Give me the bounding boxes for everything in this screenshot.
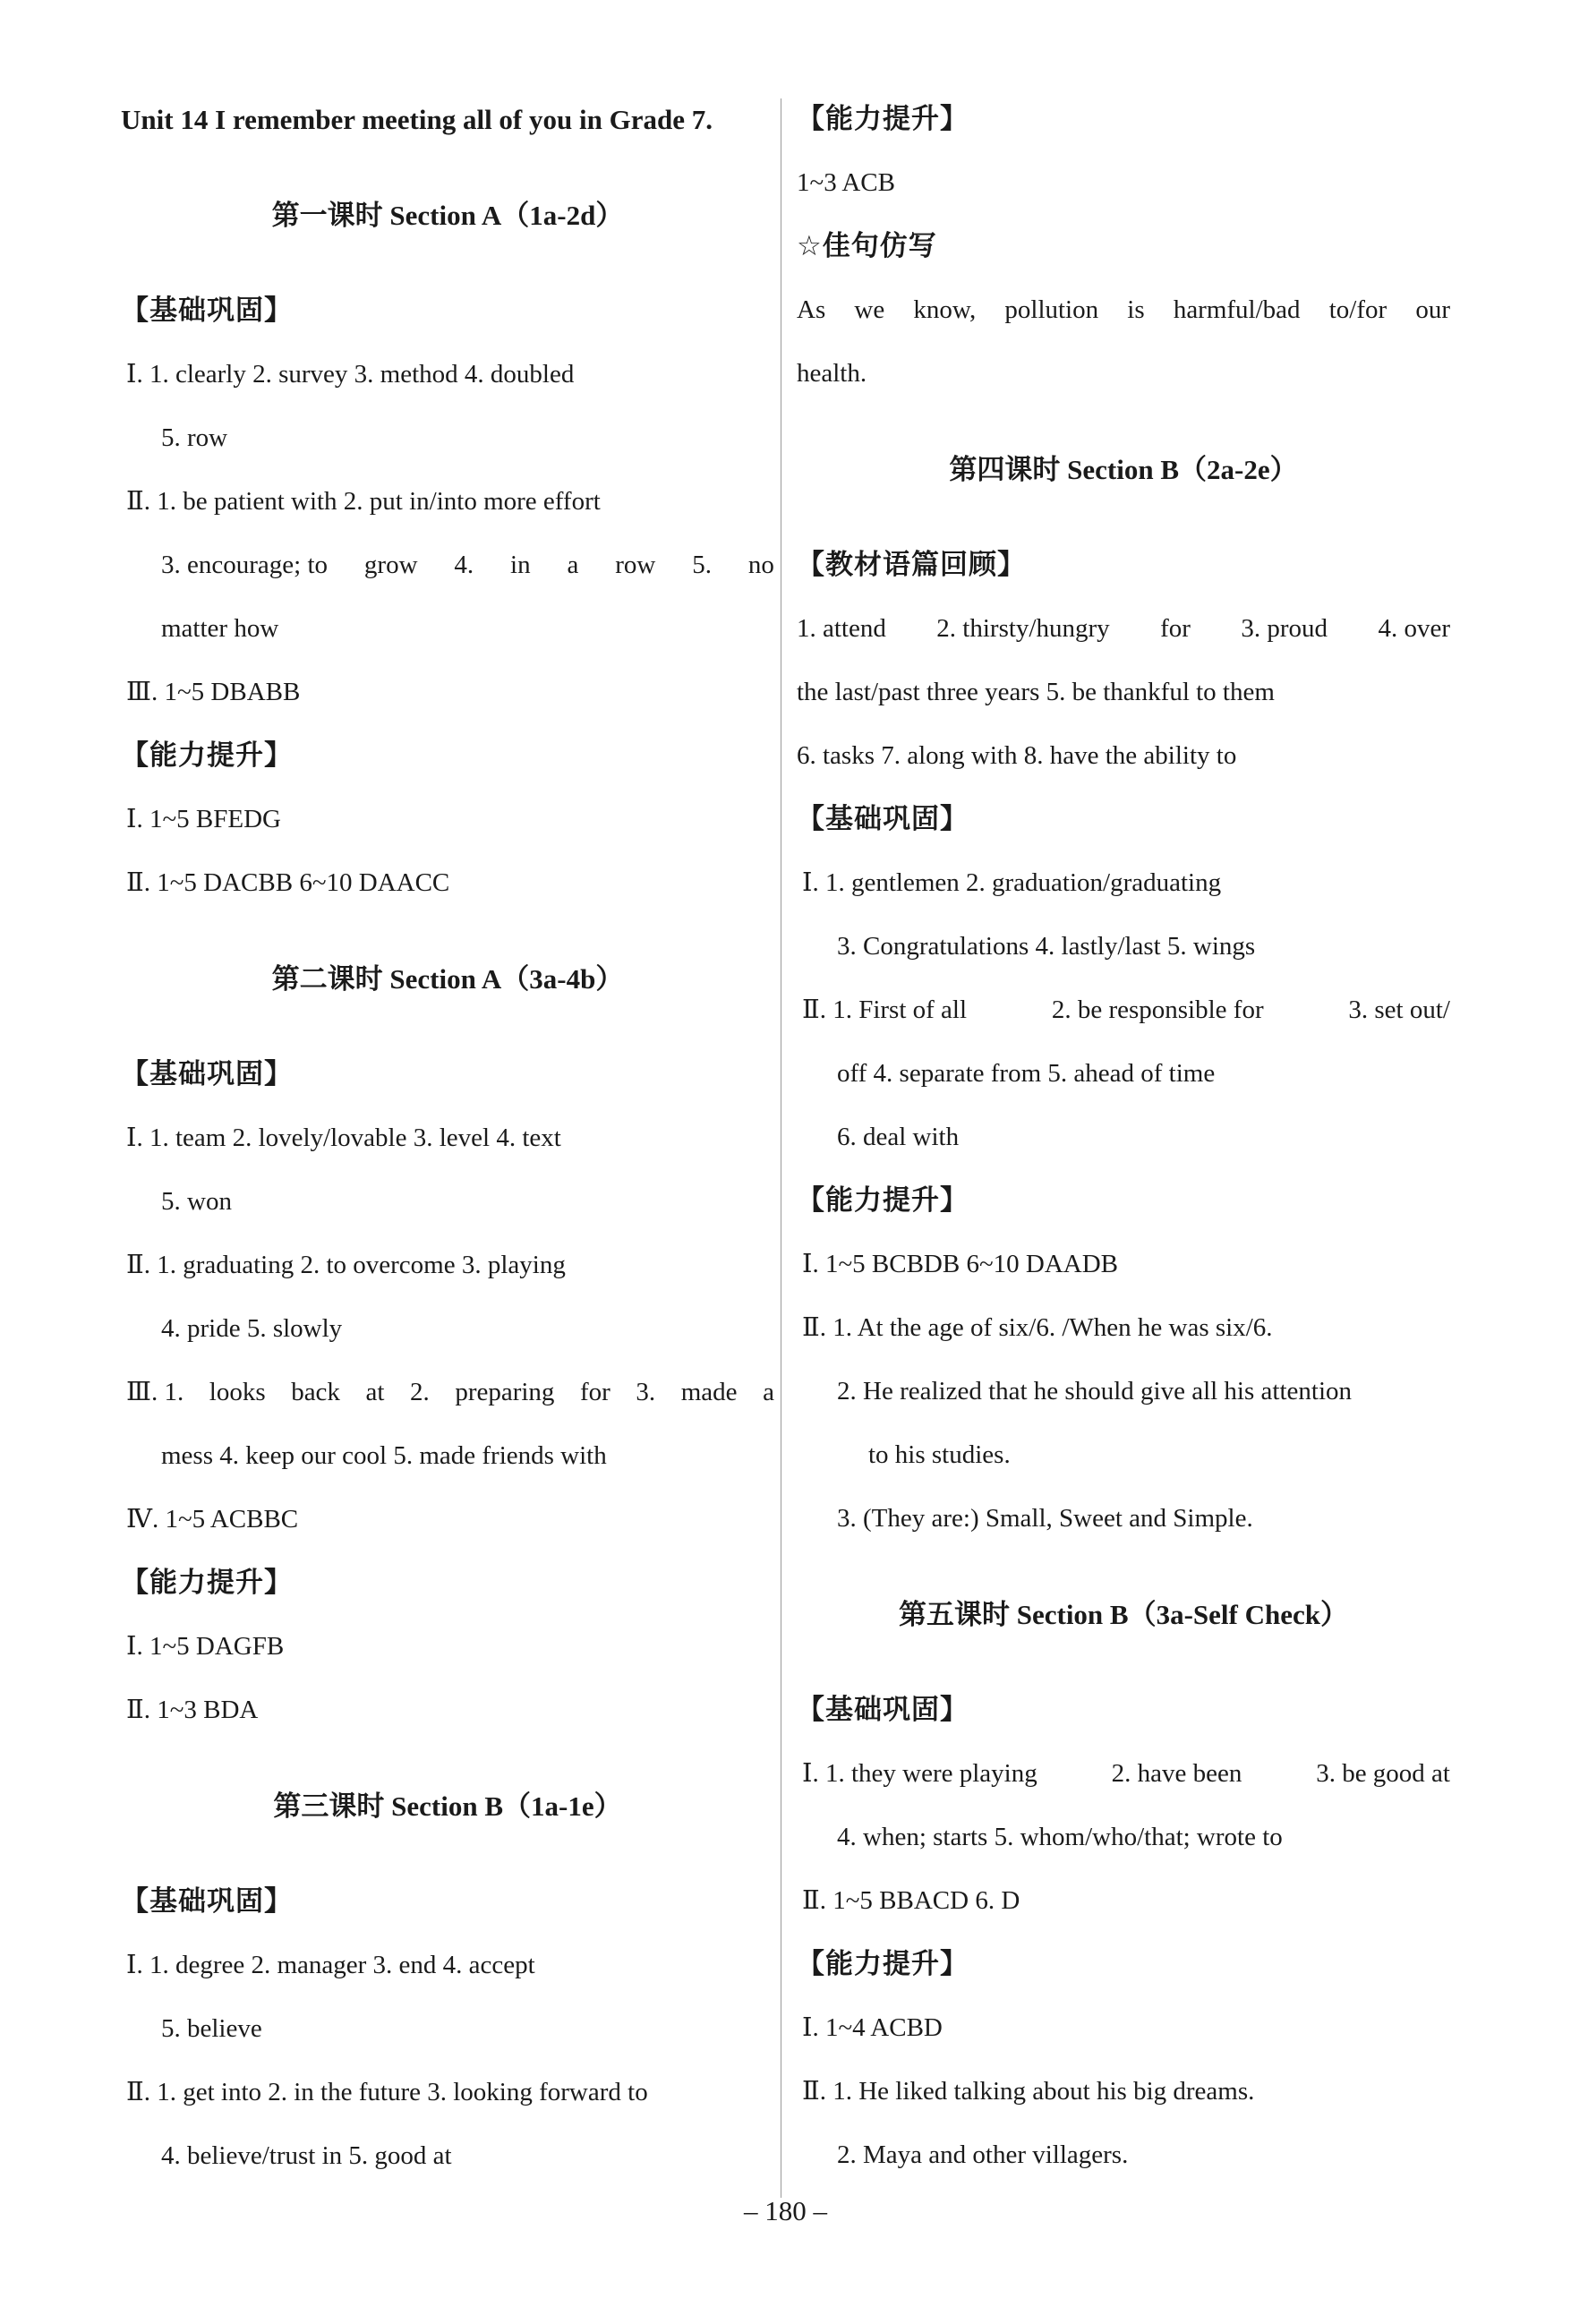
answer-line: Ⅱ. 1~3 BDA — [126, 1696, 259, 1724]
answer-line: 4. when; starts 5. whom/who/that; wrote to — [837, 1823, 1283, 1851]
answer-line: Ⅱ. 1. At the age of six/6. /When he was six/6. — [802, 1313, 1273, 1342]
answer-line: Ⅰ. 1~4 ACBD — [802, 2013, 943, 2042]
answer-line-justified: Ⅲ. 1. looks back at 2. preparing for 3. made a — [126, 1378, 774, 1406]
answer-line: to his studies. — [868, 1440, 1011, 1469]
answer-line: Ⅰ. 1. gentlemen 2. graduation/graduating — [802, 868, 1222, 897]
answer-line-justified: As we know, pollution is harmful/bad to/for our — [797, 295, 1450, 324]
answer-line: 5. row — [161, 423, 228, 452]
answer-line-justified: Ⅰ. 1. they were playing 2. have been 3. be good at — [802, 1759, 1450, 1788]
answer-line: Ⅱ. 1~5 DACBB 6~10 DAACC — [126, 868, 450, 897]
answer-line: Ⅱ. 1. He liked talking about his big dreams. — [802, 2077, 1255, 2106]
answer-line: Ⅰ. 1~5 DAGFB — [126, 1632, 285, 1661]
lesson-1-basic-header: 【基础巩固】 — [121, 295, 293, 327]
lesson-4-basic-header: 【基础巩固】 — [797, 803, 969, 835]
answer-line: 1~3 ACB — [797, 168, 895, 197]
lesson-3-basic-header: 【基础巩固】 — [121, 1885, 293, 1918]
answer-line: 6. tasks 7. along with 8. have the ability to — [797, 741, 1237, 770]
answer-line: Ⅱ. 1. be patient with 2. put in/into more effort — [126, 487, 601, 516]
answer-line: Ⅱ. 1. get into 2. in the future 3. looking forward to — [126, 2078, 648, 2106]
lesson-5-advanced-header: 【能力提升】 — [797, 1948, 969, 1980]
unit-title: Unit 14 I remember meeting all of you in Grade 7. — [121, 104, 713, 135]
lesson-2-advanced-header: 【能力提升】 — [121, 1567, 293, 1599]
answer-line: Ⅰ. 1~5 BFEDG — [126, 805, 281, 833]
answer-line: mess 4. keep our cool 5. made friends with — [161, 1441, 607, 1470]
answer-line: Ⅳ. 1~5 ACBBC — [126, 1505, 299, 1534]
answer-line: Ⅲ. 1~5 DBABB — [126, 678, 301, 706]
lesson-4-advanced-header: 【能力提升】 — [797, 1184, 969, 1217]
answer-line: 2. He realized that he should give all his attention — [837, 1377, 1353, 1406]
lesson-4-title: 第四课时 Section B（2a-2e） — [949, 454, 1298, 485]
page-number: – 180 – — [744, 2195, 827, 2226]
lesson-5-title: 第五课时 Section B（3a-Self Check） — [898, 1599, 1348, 1630]
lesson-5-basic-header: 【基础巩固】 — [797, 1694, 969, 1726]
answer-line: matter how — [161, 614, 279, 643]
imitation-header: ☆佳句仿写 — [797, 230, 937, 262]
answer-line-justified: Ⅱ. 1. First of all 2. be responsible for 3. set out/ — [802, 995, 1450, 1024]
answer-line: 5. won — [161, 1187, 232, 1216]
answer-line: 5. believe — [161, 2014, 262, 2043]
right-column — [797, 88, 1450, 2187]
left-column — [121, 88, 774, 2188]
answer-line: 2. Maya and other villagers. — [837, 2140, 1129, 2169]
answer-line: off 4. separate from 5. ahead of time — [837, 1059, 1216, 1088]
lesson-2-basic-header: 【基础巩固】 — [121, 1058, 293, 1090]
answer-line: health. — [797, 359, 867, 388]
lesson-1-title: 第一课时 Section A（1a-2d） — [271, 200, 624, 231]
answer-line-justified: 3. encourage; to grow 4. in a row 5. no — [161, 551, 774, 579]
answer-line: 6. deal with — [837, 1123, 960, 1151]
answer-line: Ⅰ. 1. degree 2. manager 3. end 4. accept — [126, 1951, 535, 1979]
lesson-3-title: 第三课时 Section B（1a-1e） — [273, 1790, 622, 1822]
answer-line: the last/past three years 5. be thankful to them — [797, 678, 1275, 706]
answer-line: 3. Congratulations 4. lastly/last 5. wings — [837, 932, 1256, 961]
answer-line: Ⅰ. 1. team 2. lovely/lovable 3. level 4. text — [126, 1124, 561, 1152]
text-review-header: 【教材语篇回顾】 — [797, 549, 1026, 581]
lesson-3-advanced-header: 【能力提升】 — [797, 103, 969, 135]
answer-line: Ⅱ. 1. graduating 2. to overcome 3. playing — [126, 1251, 566, 1279]
lesson-2-title: 第二课时 Section A（3a-4b） — [271, 963, 624, 995]
answer-line-justified: 1. attend 2. thirsty/hungry for 3. proud 4. over — [797, 614, 1450, 643]
lesson-1-advanced-header: 【能力提升】 — [121, 739, 293, 772]
answer-line: 4. pride 5. slowly — [161, 1314, 343, 1343]
answer-line: Ⅰ. 1~5 BCBDB 6~10 DAADB — [802, 1250, 1119, 1278]
answer-line: 3. (They are:) Small, Sweet and Simple. — [837, 1504, 1253, 1533]
answer-line: Ⅰ. 1. clearly 2. survey 3. method 4. doubled — [126, 360, 575, 389]
answer-line: 4. believe/trust in 5. good at — [161, 2141, 452, 2170]
answer-line: Ⅱ. 1~5 BBACD 6. D — [802, 1886, 1020, 1915]
